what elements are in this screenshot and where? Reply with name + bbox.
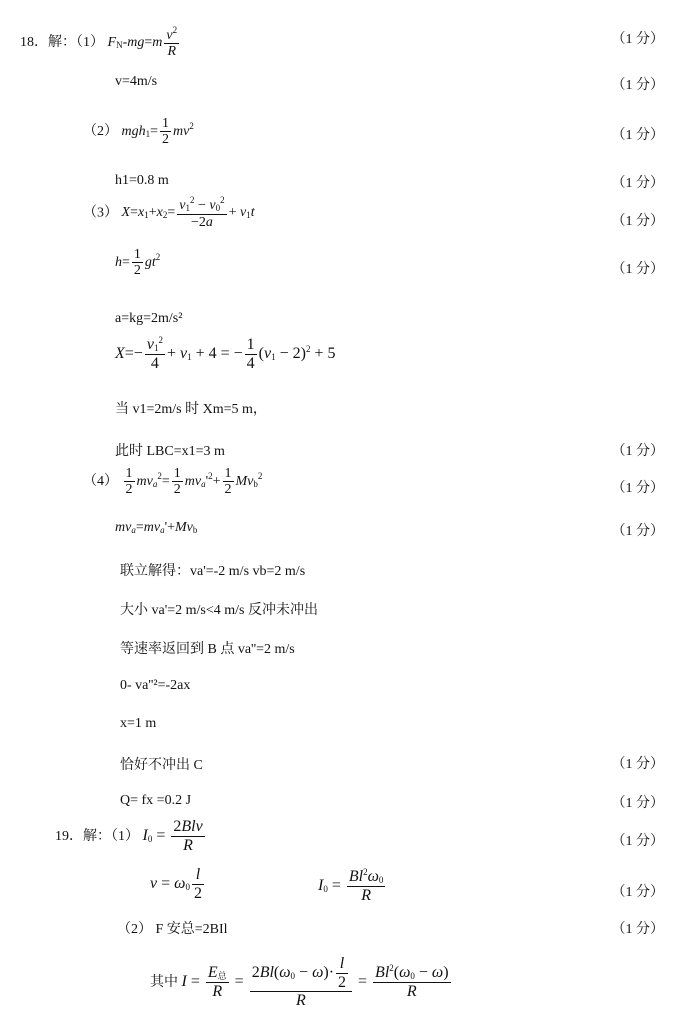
q18-h-formula: [115, 247, 160, 279]
q18-line-4: [83, 466, 262, 498]
formula: v = ω0 $\frac{l}{2}$: [150, 866, 202, 902]
formula: I0 = $\frac{Bl^2\omega 0}{R}$: [318, 867, 384, 904]
q19-current-formula: [150, 955, 453, 1010]
q18-momentum: [115, 520, 197, 536]
score: （1 分）: [611, 78, 664, 93]
jie-label: 解：: [83, 828, 111, 844]
q18-line-1: [20, 26, 181, 60]
score: （1 分）: [611, 796, 664, 811]
score: （1 分）: [611, 922, 664, 937]
q19-line-1: [55, 818, 207, 854]
q18-back: 等速率返回到 B 点 va''=2 m/s: [120, 642, 295, 657]
formula: h= $\frac{1}{2}$ $gt^2$: [115, 247, 161, 279]
q18-size: 大小 va'=2 m/s<4 m/s 反冲未冲出: [120, 603, 318, 618]
question-number: 18．: [20, 35, 48, 51]
part-label: （3）: [83, 205, 118, 221]
part-label: （2）: [117, 922, 152, 937]
q18-when: 当 v1=2m/s 时 Xm=5 m，: [115, 402, 267, 417]
part-label: （4）: [83, 474, 118, 490]
formula: I = $\frac{\text{E总}}{R}$ = 2Bl(ω0 − ω)· $\frac{l}{2}$ R = $\frac{Bl^2(\omega 0 - \omega)}{R}$: [181, 955, 449, 1010]
score: （1 分）: [611, 444, 664, 459]
f-an-formula: F 安总=2BIl: [155, 922, 228, 937]
q18-x-formula: [115, 336, 335, 372]
score: （1 分）: [611, 834, 664, 849]
score: （1 分）: [611, 176, 664, 191]
score: （1 分）: [611, 757, 664, 772]
q18-x: x=1 m: [120, 716, 157, 731]
formula: FN-mg=m $\frac{v^2}{R}$: [107, 25, 178, 60]
q18-lbc: 此时 LBC=x1=3 m: [115, 444, 225, 459]
formula: mva=mva'+Mvb: [115, 520, 198, 535]
formula: mgh1= $\frac{1}{2}$ $mv^2$: [121, 116, 194, 148]
score: （1 分）: [611, 32, 664, 47]
q18-line-2: [83, 116, 194, 148]
q18-zero: 0- va''²=-2ax: [120, 678, 191, 693]
zhong-label: 其中: [150, 975, 178, 991]
part-label: （2）: [83, 124, 118, 140]
q18-h1-result: h1=0.8 m: [115, 173, 169, 188]
q19-i0-formula: [318, 868, 387, 904]
formula: $\frac{1}{2}$ mva$^2$= $\frac{1}{2}$ $mva'^2+$ $\frac{1}{2}$ Mvb$^2$: [125, 466, 263, 498]
score: （1 分）: [611, 481, 664, 496]
question-number: 19．: [55, 828, 83, 844]
q19-line-2: [117, 918, 228, 938]
score: （1 分）: [611, 524, 664, 539]
formula: X=x1+x2= $\frac{v1^2 - v0^2}{-2a}$ + v1t: [121, 195, 255, 230]
score: （1 分）: [611, 885, 664, 900]
q18-just: 恰好不冲出 C: [120, 758, 203, 773]
score: （1 分）: [611, 128, 664, 143]
formula: X=− $\frac{v1^2}{4}$ + v1 + 4 = − $\frac{1}{4}$ $(v1 - 2)^2 + 5$: [115, 335, 336, 372]
q18-solve: 联立解得：va'=-2 m/s vb=2 m/s: [120, 564, 306, 579]
jie-label: 解：: [48, 35, 76, 51]
q19-v-formula: [150, 866, 206, 902]
part-label: （1）: [76, 35, 104, 51]
formula: I0 = $\frac{\text{2Blv}}{R}$: [142, 818, 203, 854]
q18-v-result: v=4m/s: [115, 74, 158, 89]
score: （1 分）: [611, 214, 664, 229]
q18-a-result: a=kg=2m/s²: [115, 311, 183, 326]
q18-line-3: [83, 196, 255, 230]
score: （1 分）: [611, 262, 664, 277]
q18-q: Q= fx =0.2 J: [120, 793, 192, 808]
part-label: （1）: [111, 828, 139, 844]
